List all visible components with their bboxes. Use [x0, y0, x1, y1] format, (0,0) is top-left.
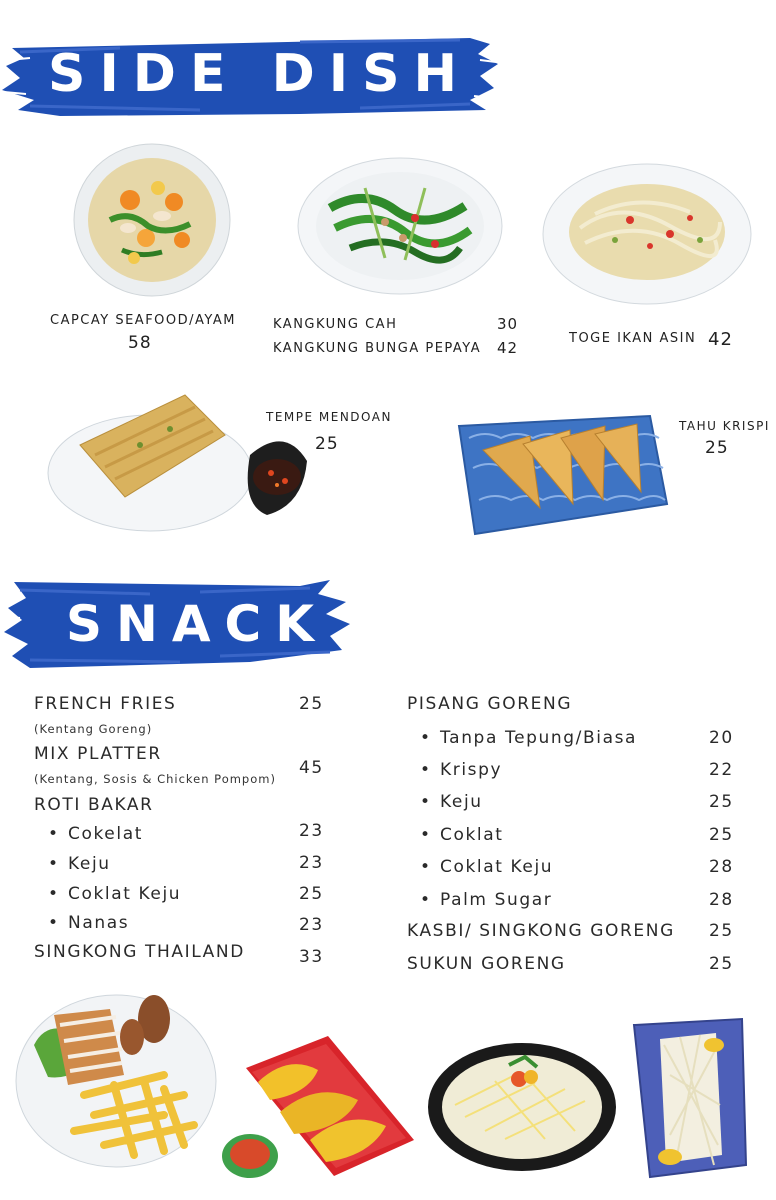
toge-photo: [540, 148, 755, 308]
tahu-name: TAHU KRISPI: [679, 419, 770, 433]
snack-right-sukun: SUKUN GORENG: [407, 954, 566, 974]
snack-right-keju: • Keju: [440, 792, 483, 812]
toge-name: TOGE IKAN ASIN: [569, 331, 697, 346]
pisang-goreng-photo: [218, 1030, 418, 1180]
snack-right-krispy-price: 22: [709, 760, 734, 780]
snack-left-coklat-keju-price: 25: [299, 884, 324, 904]
snack-right-tanpa-tepung: • Tanpa Tepung/Biasa: [440, 728, 637, 748]
snack-left-coklat-keju: • Coklat Keju: [68, 884, 181, 904]
snack-right-coklat-keju: • Coklat Keju: [440, 857, 553, 877]
snack-right-coklat-price: 25: [709, 825, 734, 845]
snack-left-cokelat-price: 23: [299, 821, 324, 841]
snack-right-sukun-price: 25: [709, 954, 734, 974]
snack-right-coklat: • Coklat: [440, 825, 504, 845]
snack-right-palm-sugar: • Palm Sugar: [440, 890, 552, 910]
side-dish-title: SIDE DISH: [48, 44, 472, 104]
snack-left-nanas: • Nanas: [68, 913, 129, 933]
snack-right-kasbi: KASBI/ SINGKONG GORENG: [407, 921, 675, 941]
snack-right-tanpa-tepung-price: 20: [709, 728, 734, 748]
snack-left-singkong-thailand-price: 33: [299, 947, 324, 967]
snack-left-nanas-price: 23: [299, 915, 324, 935]
snack-left-mix-platter-note: (Kentang, Sosis & Chicken Pompom): [34, 772, 276, 786]
snack-left-mix-platter-price: 45: [299, 758, 324, 778]
snack-right-kasbi-price: 25: [709, 921, 734, 941]
snack-right-palm-sugar-price: 28: [709, 890, 734, 910]
kangkung-bunga-price: 42: [497, 339, 519, 357]
singkong-thailand-photo: [425, 1035, 620, 1175]
capcay-photo: [70, 140, 240, 300]
tahu-photo: [445, 408, 675, 543]
kangkung-bunga-name: KANGKUNG BUNGA PEPAYA: [273, 341, 482, 356]
snack-title: SNACK: [66, 595, 328, 653]
snack-right-krispy: • Krispy: [440, 760, 502, 780]
snack-left-french-fries: FRENCH FRIES: [34, 694, 177, 714]
snack-left-french-fries-price: 25: [299, 694, 324, 714]
tahu-price: 25: [705, 438, 729, 458]
tempe-photo: [45, 385, 310, 535]
kangkung-photo: [295, 148, 505, 298]
tempe-price: 25: [315, 434, 339, 454]
snack-left-roti-bakar: ROTI BAKAR: [34, 795, 154, 815]
snack-right-keju-price: 25: [709, 792, 734, 812]
snack-left-singkong-thailand: SINGKONG THAILAND: [34, 942, 245, 962]
snack-left-cokelat: • Cokelat: [68, 824, 143, 844]
kangkung-cah-name: KANGKUNG CAH: [273, 317, 398, 332]
snack-left-keju-price: 23: [299, 853, 324, 873]
capcay-name: CAPCAY SEAFOOD/AYAM: [50, 313, 236, 328]
sukun-photo: [630, 1015, 750, 1180]
snack-left-mix-platter: MIX PLATTER: [34, 744, 162, 764]
snack-left-keju: • Keju: [68, 854, 111, 874]
capcay-price: 58: [128, 333, 152, 353]
snack-right-pisang-goreng: PISANG GORENG: [407, 694, 573, 714]
toge-price: 42: [708, 329, 733, 350]
fries-platter-photo: [14, 985, 219, 1170]
tempe-name: TEMPE MENDOAN: [266, 410, 392, 424]
snack-right-coklat-keju-price: 28: [709, 857, 734, 877]
kangkung-cah-price: 30: [497, 315, 519, 333]
snack-left-french-fries-note: (Kentang Goreng): [34, 722, 153, 736]
